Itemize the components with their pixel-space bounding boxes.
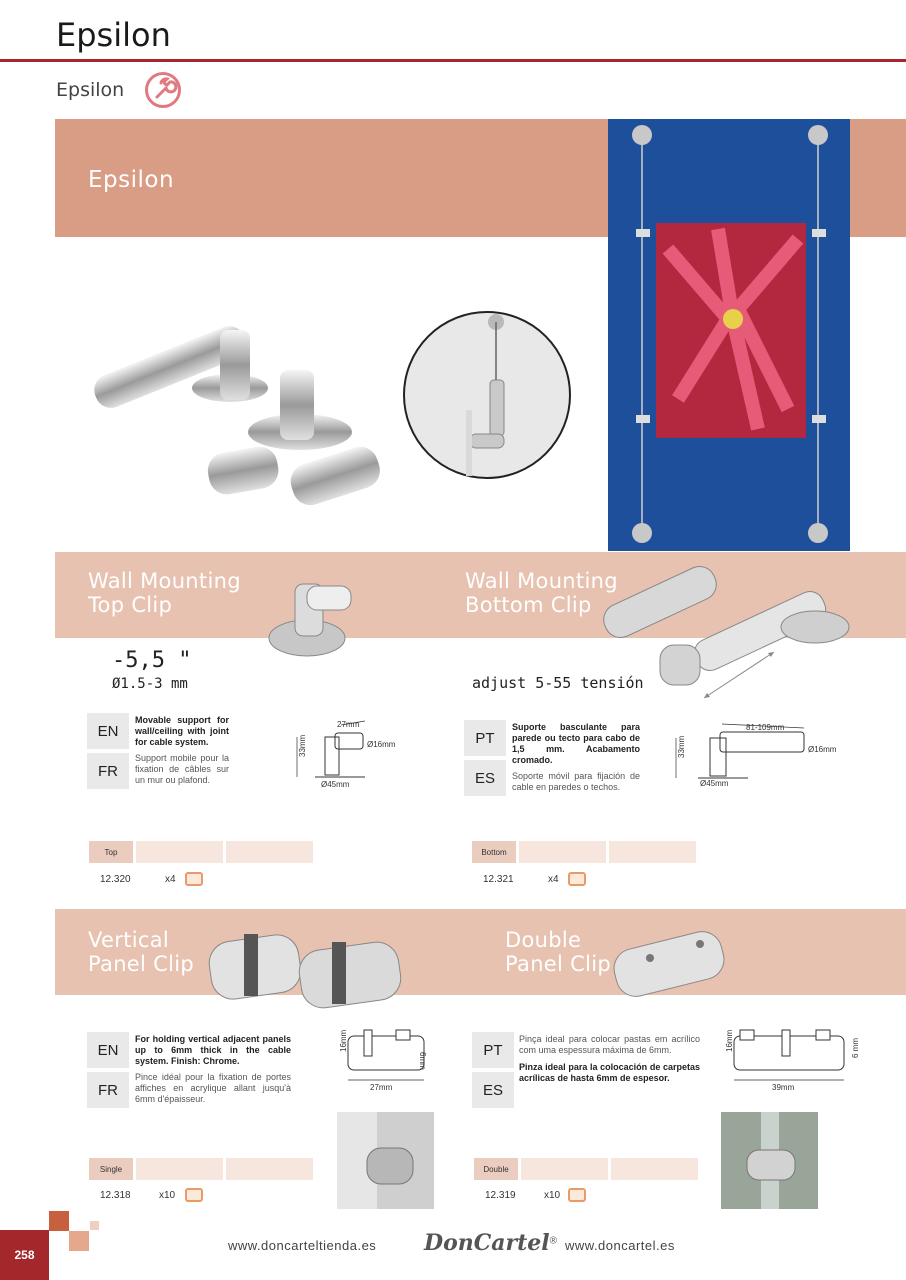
double-clip-lang-col: [472, 1032, 514, 1112]
bottom-clip-code: 12.321: [483, 874, 514, 885]
installation-photo: [608, 119, 850, 551]
double-clip-diagram: [712, 1024, 860, 1096]
vertical-clip-diagram: [326, 1024, 441, 1096]
vertical-clip-descriptions: [135, 1034, 291, 1105]
bottom-clip-dim-top: 81-109mm: [746, 723, 785, 732]
bottom-clip-title-line1: Wall Mounting: [465, 569, 618, 593]
top-clip-text-en: Movable support for wall/ceiling with joint for cable system.: [135, 715, 229, 747]
double-clip-title-line2: Panel Clip: [505, 952, 611, 976]
vertical-clip-text-en: For holding vertical adjacent panels up to 6mm thick in the cable system. Finish: Chrome.: [135, 1034, 291, 1066]
top-clip-code: 12.320: [100, 874, 131, 885]
lang-badge-es: ES: [472, 1072, 514, 1108]
double-clip-descriptions: [519, 1034, 700, 1084]
bottom-clip-text-pt: Suporte basculante para parede ou tecto para cabo de 1,5 mm. Acabamento cromado.: [512, 722, 640, 765]
lang-badge-pt: PT: [464, 720, 506, 756]
bottom-clip-dim-right: Ø16mm: [808, 745, 837, 754]
bottom-clip-lang-col: [464, 720, 506, 800]
top-clip-dim-left: 33mm: [298, 734, 307, 757]
bottom-clip-title-line2: Bottom Clip: [465, 593, 592, 617]
footer-decor-square: [90, 1221, 99, 1230]
box-icon: [568, 1188, 586, 1202]
double-clip-text-pt: Pinça ideal para colocar pastas em acrílico com uma espessura máxima de 6mm.: [519, 1034, 700, 1055]
double-clip-dim-bottom: 39mm: [772, 1083, 795, 1092]
vertical-clip-dim-bottom: 27mm: [370, 1083, 393, 1092]
top-clip-table-head: Top: [89, 841, 133, 863]
footer-decor-square: [49, 1211, 69, 1231]
double-clip-dim-left: 16mm: [725, 1029, 734, 1052]
top-clip-dim-bottom: Ø45mm: [321, 780, 350, 789]
vertical-clip-table-head: Single: [89, 1158, 133, 1180]
vertical-clip-dim-right: 6mm: [418, 1052, 427, 1070]
wrench-icon: [145, 72, 181, 108]
double-clip-title-line1: Double: [505, 928, 582, 952]
top-clip-lang-col: [87, 713, 129, 793]
top-clip-table-header: [89, 841, 313, 863]
top-clip-dim-top: 27mm: [337, 720, 360, 729]
top-clip-title-line1: Wall Mounting: [88, 569, 241, 593]
lang-badge-pt: PT: [472, 1032, 514, 1068]
header-divider: [0, 59, 906, 62]
footer-url-left[interactable]: www.doncarteltienda.es: [228, 1238, 377, 1253]
vertical-clip-title: [88, 928, 194, 976]
bottom-clip-text-es: Soporte móvil para fijación de cable en paredes o techos.: [512, 771, 640, 792]
vertical-clip-lang-col: [87, 1032, 129, 1112]
double-clip-table-header: [474, 1158, 698, 1180]
bottom-clip-diagram: [662, 716, 842, 791]
double-clip-code: 12.319: [485, 1190, 516, 1201]
bottom-clip-descriptions: [512, 722, 640, 793]
box-icon: [185, 1188, 203, 1202]
footer-decor-square: [69, 1231, 89, 1251]
top-clip-hand-note: -5,5 ": [112, 648, 192, 673]
double-clip-text-es: Pinza ideal para la colocación de carpetas acrílicas de hasta 6mm de espesor.: [519, 1062, 700, 1083]
double-clip-detail-photo: [721, 1112, 818, 1209]
product-photo-parts: [80, 310, 400, 530]
bottom-clip-table-head: Bottom: [472, 841, 516, 863]
vertical-clip-text-fr: Pince idéal pour la fixation de portes affiches en acrylique allant jusqu'à 6mm d'épaisseur.: [135, 1072, 291, 1104]
lang-badge-es: ES: [464, 760, 506, 796]
page-number: 258: [0, 1230, 49, 1280]
lang-badge-en: EN: [87, 1032, 129, 1068]
lang-badge-en: EN: [87, 713, 129, 749]
bottom-clip-qty: x4: [548, 874, 559, 885]
bottom-clip-hand-note: adjust 5-55 tensión: [472, 674, 644, 692]
vertical-clip-code: 12.318: [100, 1190, 131, 1201]
box-icon: [185, 872, 203, 886]
top-clip-text-fr: Support mobile pour la fixation de câbles sur un mur ou plafond.: [135, 753, 229, 785]
double-clip-table-head: Double: [474, 1158, 518, 1180]
top-clip-qty: x4: [165, 874, 176, 885]
hero-title: Epsilon: [88, 167, 175, 193]
double-clip-qty: x10: [544, 1190, 561, 1201]
footer-logo: [424, 1230, 557, 1256]
box-icon: [568, 872, 586, 886]
hero-band-right: [850, 119, 906, 237]
bottom-clip-table-header: [472, 841, 696, 863]
double-clip-title: [505, 928, 611, 976]
page-title: Epsilon: [56, 16, 171, 54]
top-clip-diagram: [285, 715, 405, 790]
bottom-clip-dim-bottom: Ø45mm: [700, 779, 729, 788]
top-clip-title-line2: Top Clip: [88, 593, 173, 617]
lang-badge-fr: FR: [87, 753, 129, 789]
top-clip-title: [88, 569, 241, 617]
double-clip-dim-right: 6 mm: [851, 1038, 860, 1058]
adjust-arrow-icon: [700, 648, 780, 704]
top-clip-hand-note-2: Ø1.5-3 mm: [112, 676, 188, 692]
top-clip-dim-right: Ø16mm: [367, 740, 396, 749]
vertical-clip-table-header: [89, 1158, 313, 1180]
footer-url-right[interactable]: www.doncartel.es: [565, 1238, 675, 1253]
bottom-clip-dim-left: 33mm: [677, 735, 686, 758]
vertical-clip-detail-photo: [337, 1112, 434, 1209]
double-clip-photo: [608, 924, 736, 1004]
top-clip-photo: [265, 572, 355, 660]
vertical-clip-photo: [200, 924, 430, 1019]
vertical-clip-title-line1: Vertical: [88, 928, 170, 952]
vertical-clip-title-line2: Panel Clip: [88, 952, 194, 976]
lang-badge-fr: FR: [87, 1072, 129, 1108]
page-subtitle: Epsilon: [56, 79, 125, 101]
top-clip-descriptions: [135, 715, 229, 786]
footer-logo-mark: ®: [549, 1235, 557, 1247]
vertical-clip-qty: x10: [159, 1190, 176, 1201]
footer-logo-text: DonCartel: [424, 1230, 550, 1256]
cable-detail-photo: [402, 310, 572, 480]
vertical-clip-dim-left: 16mm: [339, 1029, 348, 1052]
